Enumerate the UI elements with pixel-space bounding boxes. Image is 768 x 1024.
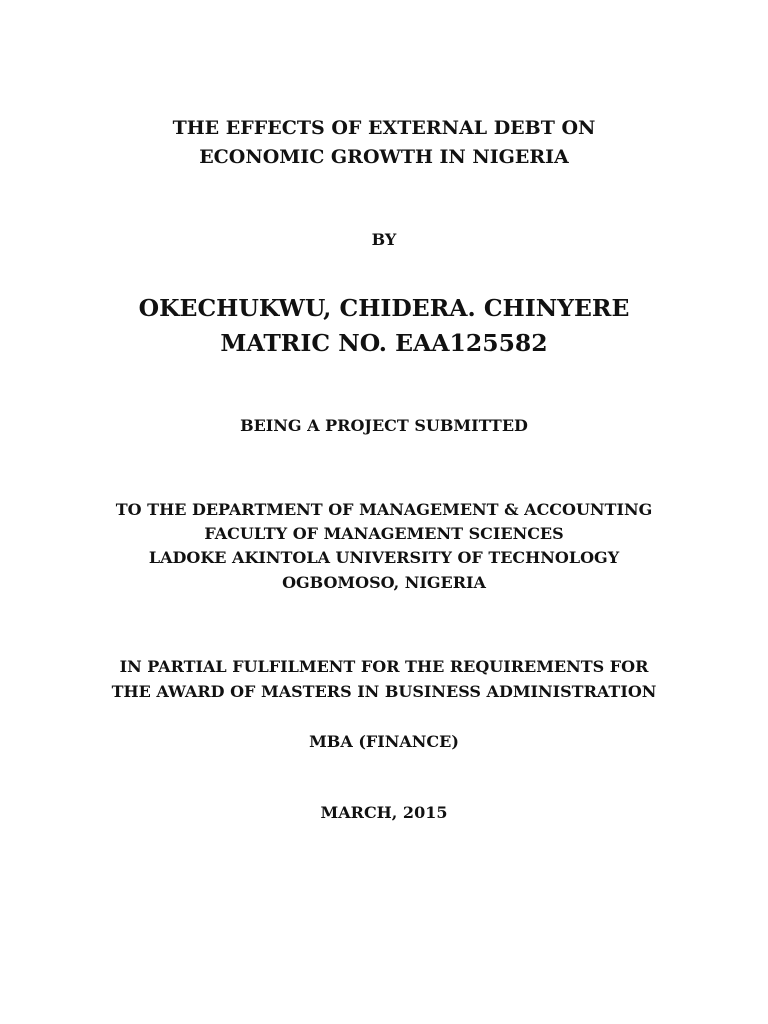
title-line-2: ECONOMIC GROWTH IN NIGERIA (199, 146, 569, 168)
faculty: FACULTY OF MANAGEMENT SCIENCES (204, 524, 564, 543)
submission-date: MARCH, 2015 (320, 803, 448, 822)
matric-number: MATRIC NO. EAA125582 (220, 329, 548, 357)
title-line-1: THE EFFECTS OF EXTERNAL DEBT ON (172, 117, 596, 139)
degree: MBA (FINANCE) (309, 732, 459, 751)
location: OGBOMOSO, NIGERIA (282, 573, 486, 592)
by-label: BY (371, 230, 397, 249)
purpose-line-1: IN PARTIAL FULFILMENT FOR THE REQUIREMENTS FOR (119, 657, 649, 676)
department: TO THE DEPARTMENT OF MANAGEMENT & ACCOUNTING (115, 500, 653, 519)
author-name: OKECHUKWU, CHIDERA. CHINYERE (138, 294, 630, 322)
purpose-line-2: THE AWARD OF MASTERS IN BUSINESS ADMINISTRATION (111, 682, 657, 701)
university: LADOKE AKINTOLA UNIVERSITY OF TECHNOLOGY (148, 548, 620, 567)
submission-statement: BEING A PROJECT SUBMITTED (240, 416, 528, 435)
